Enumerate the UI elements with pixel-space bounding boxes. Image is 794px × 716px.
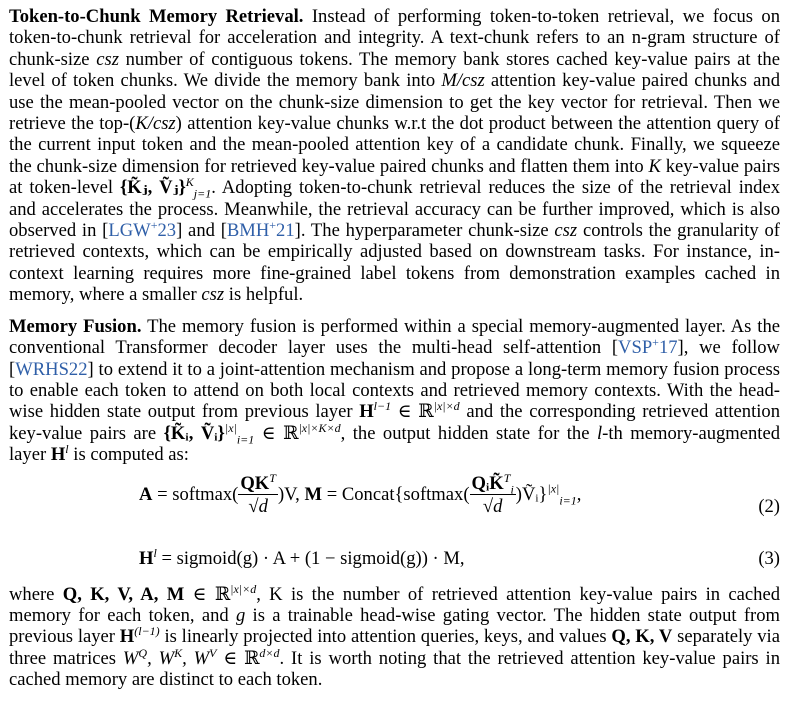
equation-2-number: (2): [758, 495, 780, 517]
math-vars: Q, K, V, A, M: [62, 583, 185, 605]
fraction-qk-tilde-sqrtd: $\frac{QᵢK̃^T_i}{√d}$: [471, 470, 514, 518]
equation-block: [9, 472, 780, 584]
math-h-prev: $H^{l-1}$ ∈ ℝ$^{|x|\times d}$: [359, 399, 460, 423]
paragraph-memory-fusion: Memory Fusion. The memory fusion is performed within a special memory-augmented layer. As the conventional Transformer decoder layer uses the multi-head self-attention [VSP+17], we follow [WRHS22] to extend it to a joint-attention mechanism and propose a long-term memory fusion process to enable each token to attend on both local contexts and retrieved memory contexts. With the head-wise hidden state output from previous layer $H^{l-1}$ ∈ ℝ$^{|x|\times d}$ and the corresponding retrieved attention key-value pairs are {K̃ᵢ, Ṽᵢ}$^{|x|}_{i=1}$ ∈ ℝ$^{|x|\times K\times d}$, the output hidden state for the l-th memory-augmented layer $H^l$ is computed as:: [9, 315, 781, 466]
fraction-qk-sqrtd: $\frac{QK^T}{√d}$: [240, 470, 276, 518]
math-csz: csz: [201, 284, 225, 306]
equation-3-number: (3): [758, 547, 780, 569]
math-w-matrices: $W^Q$, $W^K$, $W^V$ ∈ ℝ$^{d\times d}$: [122, 645, 280, 669]
equation-3: $H^l$ = sigmoid(g) · A + (1 − sigmoid(g)) · M,: [139, 545, 465, 569]
math-kv-set: {K̃ⱼ, Ṽⱼ}$^K_{j=1}$: [119, 175, 212, 201]
paragraph-token-to-chunk: Token-to-Chunk Memory Retrieval. Instead of performing token-to-token retrieval, we focus on token-to-chunk retrieval for acceleration and integrity. A text-chunk refers to an n-gram structure of chunk-size csz number of contiguous tokens. The memory bank stores cached key-value pairs at the level of token chunks. We divide the memory bank into M/csz attention key-value paired chunks and use the mean-pooled vector on the chunk-size dimension to get the key vector for retrieval. Then we retrieve the top-(K/csz) attention key-value chunks w.r.t the dot product between the attention query of the current input token and the mean-pooled attention key of a candidate chunk. Finally, we squeeze the chunk-size dimension for retrieved key-value paired chunks and flatten them into K key-value pairs at token-level {K̃ⱼ, Ṽⱼ}$^K_{j=1}$. Adopting token-to-chunk retrieval reduces the size of the retrieval index and accelerates the process. Meanwhile, the retrieval accuracy can be further improved, which is also observed in [LGW+23] and [BMH+21]. The hyperparameter chunk-size csz controls the granularity of retrieved contexts, which can be empirically adjusted based on downstream tasks. For instance, in-context learning requires more fine-grained label tokens from demonstration examples cached in memory, where a smaller csz is helpful.: [9, 6, 781, 306]
math-kv-set-i: {K̃ᵢ, Ṽᵢ}$^{|x|}_{i=1}$ ∈ ℝ$^{|x|\times K\times d}$: [163, 420, 341, 447]
citation-lgw23[interactable]: LGW+23: [108, 217, 177, 242]
math-l: l: [596, 422, 603, 444]
equation-2: A = softmax( $\frac{QK^T}{√d}$ )V, M = Concat{softmax( $\frac{QᵢK̃^T_i}{√d}$ )Ṽᵢ}$^{|x|}_{i=1}$,: [139, 470, 582, 518]
citation-wrhs22[interactable]: WRHS22: [15, 358, 88, 380]
math-h-l: $H^l$: [50, 441, 69, 466]
math-g: g: [235, 604, 246, 626]
math-k: K: [648, 155, 661, 177]
paragraph-heading: Token-to-Chunk Memory Retrieval.: [9, 6, 304, 27]
math-h-prev2: $H^{(l-1)}$: [119, 624, 160, 648]
math-csz: csz: [96, 48, 119, 70]
math-m-div-csz: M/csz: [441, 70, 485, 92]
math-csz: csz: [554, 220, 578, 242]
math-qkv: Q, K, V: [611, 626, 673, 648]
math-k-div-csz: K/csz: [135, 113, 176, 135]
paragraph-where: where Q, K, V, A, M ∈ ℝ$^{|x|\times d}$, K is the number of retrieved attention key-value pairs in cached memory for each token, and g is a trainable head-wise gating vector. The hidden state output from previous layer $H^{(l-1)}$ is linearly projected into attention queries, keys, and values Q, K, V separately via three matrices $W^Q$, $W^K$, $W^V$ ∈ ℝ$^{d\times d}$. It is worth noting that the retrieved attention key-value pairs in cached memory are distinct to each token.: [9, 581, 781, 691]
citation-vsp17[interactable]: VSP+17: [618, 334, 678, 359]
citation-bmh21[interactable]: BMH+21: [226, 217, 295, 242]
paragraph-heading: Memory Fusion.: [9, 315, 142, 337]
